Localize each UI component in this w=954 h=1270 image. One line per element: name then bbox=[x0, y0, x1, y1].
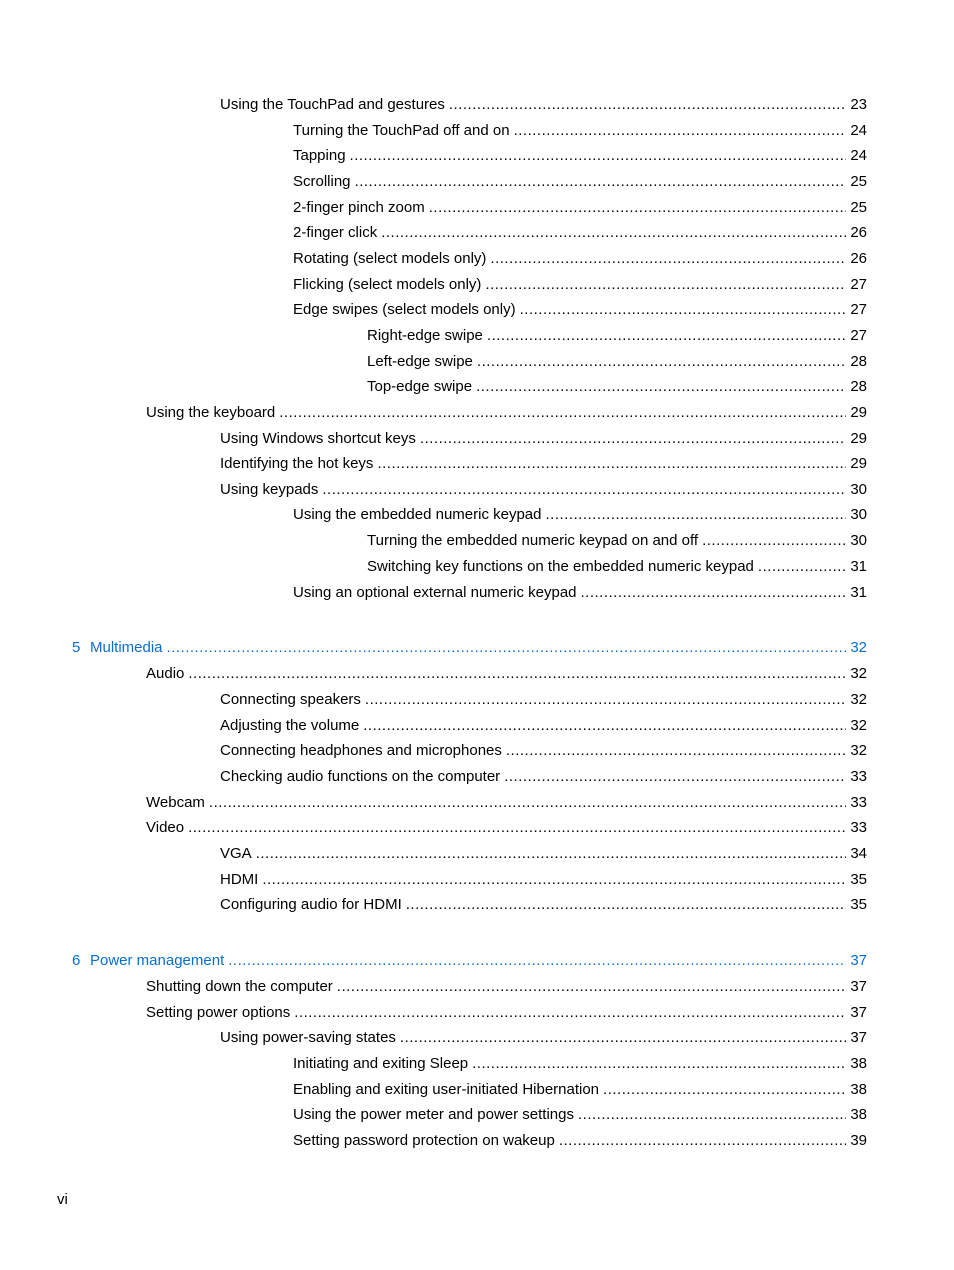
chapter-number: 6 bbox=[72, 952, 81, 969]
toc-entry[interactable] bbox=[220, 716, 867, 736]
toc-entry-title: Webcam bbox=[146, 794, 205, 811]
dot-leader bbox=[545, 505, 846, 525]
toc-entry-title: Video bbox=[146, 819, 185, 836]
toc-page-number: 30 bbox=[850, 481, 867, 498]
dot-leader bbox=[406, 895, 847, 915]
toc-entry-title: Rotating (select models only) bbox=[293, 250, 487, 267]
toc-entry-title bbox=[72, 951, 228, 971]
dot-leader bbox=[449, 95, 846, 115]
toc-entry-title: Checking audio functions on the computer bbox=[220, 768, 501, 785]
toc-entry[interactable] bbox=[220, 690, 867, 710]
chapter-title: Power management bbox=[90, 952, 225, 969]
dot-leader bbox=[487, 326, 846, 346]
dot-leader bbox=[188, 818, 846, 838]
toc-page-number: 37 bbox=[850, 952, 867, 969]
toc-page-number: 31 bbox=[850, 584, 867, 601]
toc-entry-title: Enabling and exiting user-initiated Hibernation bbox=[293, 1081, 600, 1098]
toc-entry[interactable] bbox=[146, 793, 867, 813]
toc-page-number: 32 bbox=[850, 691, 867, 708]
toc-entry-title: VGA bbox=[220, 845, 252, 862]
toc-entry-title: Using Windows shortcut keys bbox=[220, 430, 416, 447]
toc-entry[interactable] bbox=[220, 741, 867, 761]
toc-entry-title: Using the keyboard bbox=[146, 404, 276, 421]
toc-entry-title: Using the TouchPad and gestures bbox=[220, 96, 445, 113]
toc-entry[interactable] bbox=[146, 403, 867, 423]
dot-leader bbox=[167, 638, 847, 658]
toc-entry-title: Using keypads bbox=[220, 481, 319, 498]
toc-page-number: 32 bbox=[850, 665, 867, 682]
dot-leader bbox=[256, 844, 847, 864]
toc-entry[interactable] bbox=[146, 818, 867, 838]
dot-leader bbox=[506, 741, 846, 761]
toc-page-number: 27 bbox=[850, 301, 867, 318]
toc-page-number: 24 bbox=[850, 147, 867, 164]
toc-entry[interactable] bbox=[146, 977, 867, 997]
toc-chapter-entry[interactable] bbox=[72, 638, 867, 658]
dot-leader bbox=[209, 793, 846, 813]
toc-entry-title: Top-edge swipe bbox=[367, 378, 473, 395]
toc-page-number: 29 bbox=[850, 455, 867, 472]
dot-leader bbox=[279, 403, 846, 423]
toc-entry-title: Shutting down the computer bbox=[146, 978, 333, 995]
dot-leader bbox=[355, 172, 847, 192]
toc-entry-title: Using an optional external numeric keypad bbox=[293, 584, 577, 601]
toc-entry-title: Configuring audio for HDMI bbox=[220, 896, 402, 913]
toc-page-number: 34 bbox=[850, 845, 867, 862]
toc-page-number: 32 bbox=[850, 639, 867, 656]
toc-entry[interactable] bbox=[293, 146, 867, 166]
dot-leader bbox=[420, 429, 846, 449]
toc-page-number: 39 bbox=[850, 1132, 867, 1149]
toc-entry[interactable] bbox=[293, 172, 867, 192]
toc-page-number: 33 bbox=[850, 768, 867, 785]
toc-entry-title: Audio bbox=[146, 665, 185, 682]
toc-entry[interactable] bbox=[220, 429, 867, 449]
toc-chapter-entry[interactable] bbox=[72, 951, 867, 971]
toc-entry[interactable] bbox=[220, 95, 867, 115]
toc-entry-title: Using the embedded numeric keypad bbox=[293, 506, 542, 523]
toc-entry-title: Tapping bbox=[293, 147, 346, 164]
toc-entry-title: HDMI bbox=[220, 871, 259, 888]
toc-entry-title: Identifying the hot keys bbox=[220, 455, 374, 472]
dot-leader bbox=[490, 249, 846, 269]
toc-entry[interactable] bbox=[293, 1105, 867, 1125]
toc-page-number: 26 bbox=[850, 250, 867, 267]
chapter-title: Multimedia bbox=[90, 639, 163, 656]
toc-entry[interactable] bbox=[293, 583, 867, 603]
toc-page-number: 30 bbox=[850, 506, 867, 523]
toc-entry[interactable] bbox=[220, 767, 867, 787]
dot-leader bbox=[188, 664, 846, 684]
toc-entry[interactable] bbox=[146, 1003, 867, 1023]
dot-leader bbox=[363, 716, 846, 736]
toc-entry[interactable] bbox=[220, 870, 867, 890]
toc-entry[interactable] bbox=[293, 275, 867, 295]
toc-page-number: 28 bbox=[850, 378, 867, 395]
dot-leader bbox=[322, 480, 846, 500]
dot-leader bbox=[514, 121, 847, 141]
dot-leader bbox=[228, 951, 846, 971]
toc-entry[interactable] bbox=[293, 223, 867, 243]
toc-page-number: 29 bbox=[850, 404, 867, 421]
dot-leader bbox=[337, 977, 847, 997]
toc-entry[interactable] bbox=[293, 300, 867, 320]
toc-entry[interactable] bbox=[367, 326, 867, 346]
dot-leader bbox=[485, 275, 846, 295]
toc-page-number: 37 bbox=[850, 1029, 867, 1046]
toc-entry[interactable] bbox=[367, 531, 867, 551]
dot-leader bbox=[365, 690, 846, 710]
toc-entry-title: Connecting speakers bbox=[220, 691, 361, 708]
toc-entry[interactable] bbox=[220, 480, 867, 500]
dot-leader bbox=[381, 223, 846, 243]
dot-leader bbox=[603, 1080, 846, 1100]
toc-entry-title: Setting power options bbox=[146, 1004, 291, 1021]
toc-entry-title: Initiating and exiting Sleep bbox=[293, 1055, 469, 1072]
toc-entry[interactable] bbox=[293, 1054, 867, 1074]
dot-leader bbox=[429, 198, 847, 218]
toc-entry-title: Turning the embedded numeric keypad on and off bbox=[367, 532, 699, 549]
dot-leader bbox=[350, 146, 847, 166]
toc-entry[interactable] bbox=[293, 1131, 867, 1151]
footer-page-number: vi bbox=[57, 1191, 68, 1208]
dot-leader bbox=[477, 352, 846, 372]
dot-leader bbox=[758, 557, 846, 577]
dot-leader bbox=[559, 1131, 846, 1151]
toc-entry-title: Connecting headphones and microphones bbox=[220, 742, 502, 759]
toc-page-number: 35 bbox=[850, 896, 867, 913]
toc-entry-title bbox=[72, 638, 167, 658]
toc-entry[interactable] bbox=[220, 454, 867, 474]
toc-entry[interactable] bbox=[220, 895, 867, 915]
dot-leader bbox=[581, 583, 847, 603]
toc-page-number: 26 bbox=[850, 224, 867, 241]
chapter-number: 5 bbox=[72, 639, 81, 656]
toc-page-number: 35 bbox=[850, 871, 867, 888]
dot-leader bbox=[377, 454, 846, 474]
toc-entry[interactable] bbox=[293, 249, 867, 269]
toc-entry[interactable] bbox=[367, 352, 867, 372]
dot-leader bbox=[262, 870, 846, 890]
toc-page-number: 25 bbox=[850, 199, 867, 216]
toc-page-number: 25 bbox=[850, 173, 867, 190]
toc-page-number: 28 bbox=[850, 353, 867, 370]
toc-entry-title: 2-finger pinch zoom bbox=[293, 199, 425, 216]
toc-entry[interactable] bbox=[367, 557, 867, 577]
dot-leader bbox=[504, 767, 846, 787]
toc-entry-title: Setting password protection on wakeup bbox=[293, 1132, 555, 1149]
toc-page-number: 30 bbox=[850, 532, 867, 549]
dot-leader bbox=[702, 531, 846, 551]
toc-page-number: 38 bbox=[850, 1081, 867, 1098]
dot-leader bbox=[400, 1028, 846, 1048]
toc-entry[interactable] bbox=[293, 121, 867, 141]
toc-entry-title: Right-edge swipe bbox=[367, 327, 483, 344]
toc-entry-title: 2-finger click bbox=[293, 224, 378, 241]
toc-entry[interactable] bbox=[367, 377, 867, 397]
dot-leader bbox=[578, 1105, 846, 1125]
toc-entry[interactable] bbox=[293, 505, 867, 525]
toc-page-number: 33 bbox=[850, 794, 867, 811]
toc-entry-title: Switching key functions on the embedded numeric keypad bbox=[367, 558, 754, 575]
toc-page-number: 27 bbox=[850, 327, 867, 344]
toc-entry-title: Left-edge swipe bbox=[367, 353, 473, 370]
toc-page-number: 32 bbox=[850, 717, 867, 734]
toc-entry-title: Turning the TouchPad off and on bbox=[293, 122, 510, 139]
toc-entry[interactable] bbox=[220, 844, 867, 864]
toc-page-number: 37 bbox=[850, 1004, 867, 1021]
toc-page-number: 27 bbox=[850, 276, 867, 293]
toc-page-number: 23 bbox=[850, 96, 867, 113]
toc-page-number: 37 bbox=[850, 978, 867, 995]
toc-page-number: 31 bbox=[850, 558, 867, 575]
dot-leader bbox=[476, 377, 846, 397]
toc-page-number: 32 bbox=[850, 742, 867, 759]
toc-page-number: 29 bbox=[850, 430, 867, 447]
toc-entry-title: Edge swipes (select models only) bbox=[293, 301, 516, 318]
toc-entry[interactable] bbox=[293, 1080, 867, 1100]
toc-page-number: 38 bbox=[850, 1106, 867, 1123]
dot-leader bbox=[472, 1054, 846, 1074]
toc-page-number: 38 bbox=[850, 1055, 867, 1072]
toc-entry-title: Scrolling bbox=[293, 173, 351, 190]
toc-entry-title: Adjusting the volume bbox=[220, 717, 360, 734]
toc-entry[interactable] bbox=[146, 664, 867, 684]
toc-entry-title: Using the power meter and power settings bbox=[293, 1106, 574, 1123]
toc-entry-title: Using power-saving states bbox=[220, 1029, 396, 1046]
dot-leader bbox=[520, 300, 847, 320]
toc-entry[interactable] bbox=[293, 198, 867, 218]
toc-entry[interactable] bbox=[220, 1028, 867, 1048]
toc-page-number: 24 bbox=[850, 122, 867, 139]
toc-page-number: 33 bbox=[850, 819, 867, 836]
dot-leader bbox=[294, 1003, 846, 1023]
toc-entry-title: Flicking (select models only) bbox=[293, 276, 482, 293]
